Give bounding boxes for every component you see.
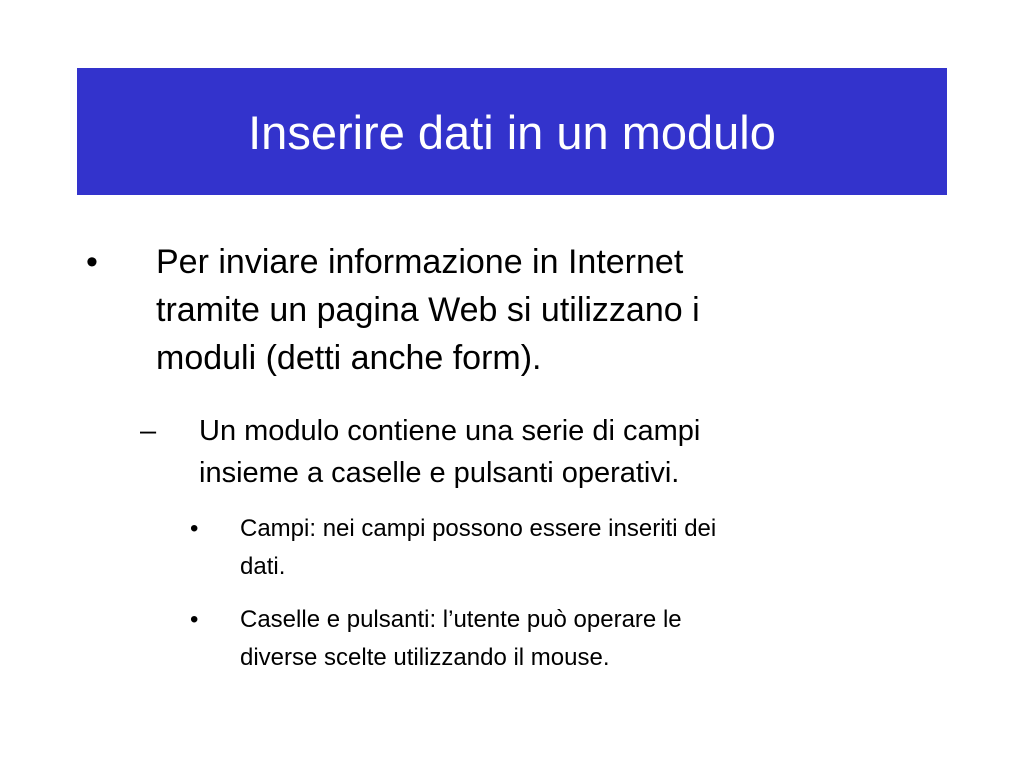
bullet-line: diverse scelte utilizzando il mouse. <box>240 644 610 671</box>
dash-icon: – <box>140 415 157 447</box>
bullet-line: insieme a caselle e pulsanti operativi. <box>199 457 680 489</box>
bullet-line: moduli (detti anche form). <box>156 339 542 377</box>
slide-title: Inserire dati in un modulo <box>248 106 776 159</box>
bullet-line: Per inviare informazione in Internet <box>156 243 684 281</box>
bullet-text <box>240 510 940 586</box>
bullet-text <box>156 238 916 382</box>
bullet-line: Un modulo contiene una serie di campi <box>199 415 701 447</box>
bullet-text <box>199 410 919 494</box>
bullet-line: dati. <box>240 553 286 580</box>
bullet-text <box>240 601 940 677</box>
bullet-line: tramite un pagina Web si utilizzano i <box>156 291 700 329</box>
bullet-dot-icon: • <box>190 515 199 542</box>
bullet-dot-icon: • <box>190 606 199 633</box>
bullet-dot-icon: • <box>86 243 98 281</box>
bullet-line: Campi: nei campi possono essere inseriti dei <box>240 515 717 542</box>
bullet-line: Caselle e pulsanti: l’utente può operare le <box>240 606 682 633</box>
